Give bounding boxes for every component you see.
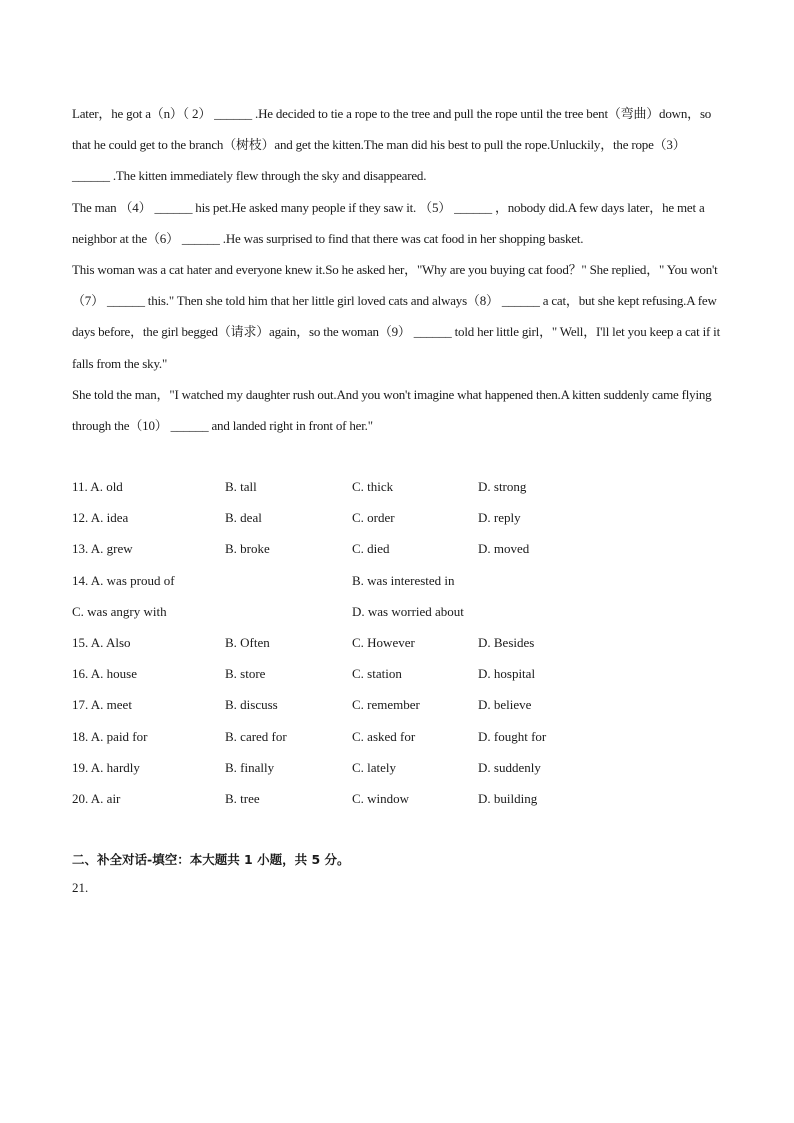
question-number: 21.	[72, 880, 89, 895]
option-d: D. reply	[478, 510, 521, 526]
option-d: D. believe	[478, 697, 532, 713]
question-row	[72, 533, 720, 564]
option-a: 15. A. Also	[72, 634, 131, 650]
passage-paragraph-2: The man （4） ______ his pet.He asked many people if they saw it. （5） ______ ，nobody did.A few days later，he met a neighbor at the（6） ______ .He was surprised to find that there was cat food in her shopping basket.	[72, 199, 705, 246]
option-c: C. station	[352, 666, 402, 682]
section-heading: 二、补全对话-填空：本大题共 1 小题，共 5 分。	[72, 852, 350, 867]
option-b: B. store	[225, 666, 266, 682]
option-c: C. window	[352, 790, 410, 806]
option-d: D. moved	[478, 541, 530, 557]
option-c: C. died	[352, 541, 390, 557]
option-c: C. order	[352, 510, 395, 526]
option-d: D. building	[478, 790, 538, 806]
question-row	[72, 471, 720, 502]
question-row	[72, 502, 720, 533]
option-a: 12. A. idea	[72, 510, 129, 526]
option-a: 14. A. was proud of	[72, 572, 175, 588]
option-a: 19. A. hardly	[72, 759, 140, 775]
question-row	[72, 783, 720, 814]
question-row	[72, 721, 720, 752]
option-b: B. finally	[225, 759, 275, 775]
option-c: C. thick	[352, 479, 394, 494]
option-d: D. suddenly	[478, 759, 541, 775]
option-d: D. was worried about	[352, 603, 464, 619]
option-c: C. However	[352, 634, 415, 650]
option-d: D. Besides	[478, 634, 535, 650]
option-a: 17. A. meet	[72, 697, 132, 713]
question-row	[72, 596, 720, 627]
option-c: C. remember	[352, 697, 420, 713]
option-a: 13. A. grew	[72, 541, 133, 557]
option-b: B. broke	[225, 541, 270, 557]
passage-paragraph-4: She told the man，"I watched my daughter rush out.And you won't imagine what happened then.A kitten suddenly came flying through the（10） ______ and landed right in front of her."	[72, 386, 712, 434]
question-row	[72, 752, 720, 783]
cloze-passage	[72, 98, 720, 441]
option-a: 16. A. house	[72, 666, 137, 682]
option-b: B. deal	[225, 510, 262, 526]
option-a: 11. A. old	[72, 479, 123, 494]
answer-options	[72, 471, 720, 814]
option-a: 20. A. air	[72, 790, 121, 806]
option-d: D. fought for	[478, 728, 547, 744]
option-b: B. was interested in	[352, 572, 455, 588]
passage-paragraph-3: This woman was a cat hater and everyone knew it.So he asked her，"Why are you buying cat food？" She replied，" You won't（7） ______ this." Then she told him that her little girl loved cats and always（8） ______ a cat，but she kept refusing.A few days before，the girl begged（请求）again，so the woman（9） ______ told her little girl，" Well，I'll let you keep a cat if it falls from the sky."	[72, 262, 720, 371]
option-b: B. Often	[225, 634, 270, 650]
question-row	[72, 627, 720, 658]
option-b: B. cared for	[225, 728, 287, 744]
question-row	[72, 689, 720, 720]
option-d: D. strong	[478, 479, 527, 494]
option-b: B. tall	[225, 479, 257, 494]
option-c: C. asked for	[352, 728, 416, 744]
passage-paragraph-1: Later，he got a（n）（ 2） ______ .He decided to tie a rope to the tree and pull the rope until the tree bent（弯曲）down，so that he could get to the branch（树枝）and get the kitten.The man did his best to pull the rope.Unluckily，the rope（3） ______ .The kitten immediately flew through the sky and disappeared.	[72, 106, 712, 184]
question-row	[72, 658, 720, 689]
option-b: B. discuss	[225, 697, 278, 713]
option-b: B. tree	[225, 790, 260, 806]
option-a: 18. A. paid for	[72, 728, 148, 744]
option-c: C. was angry with	[72, 603, 167, 619]
question-row	[72, 565, 720, 596]
option-c: C. lately	[352, 759, 397, 775]
option-d: D. hospital	[478, 666, 536, 682]
